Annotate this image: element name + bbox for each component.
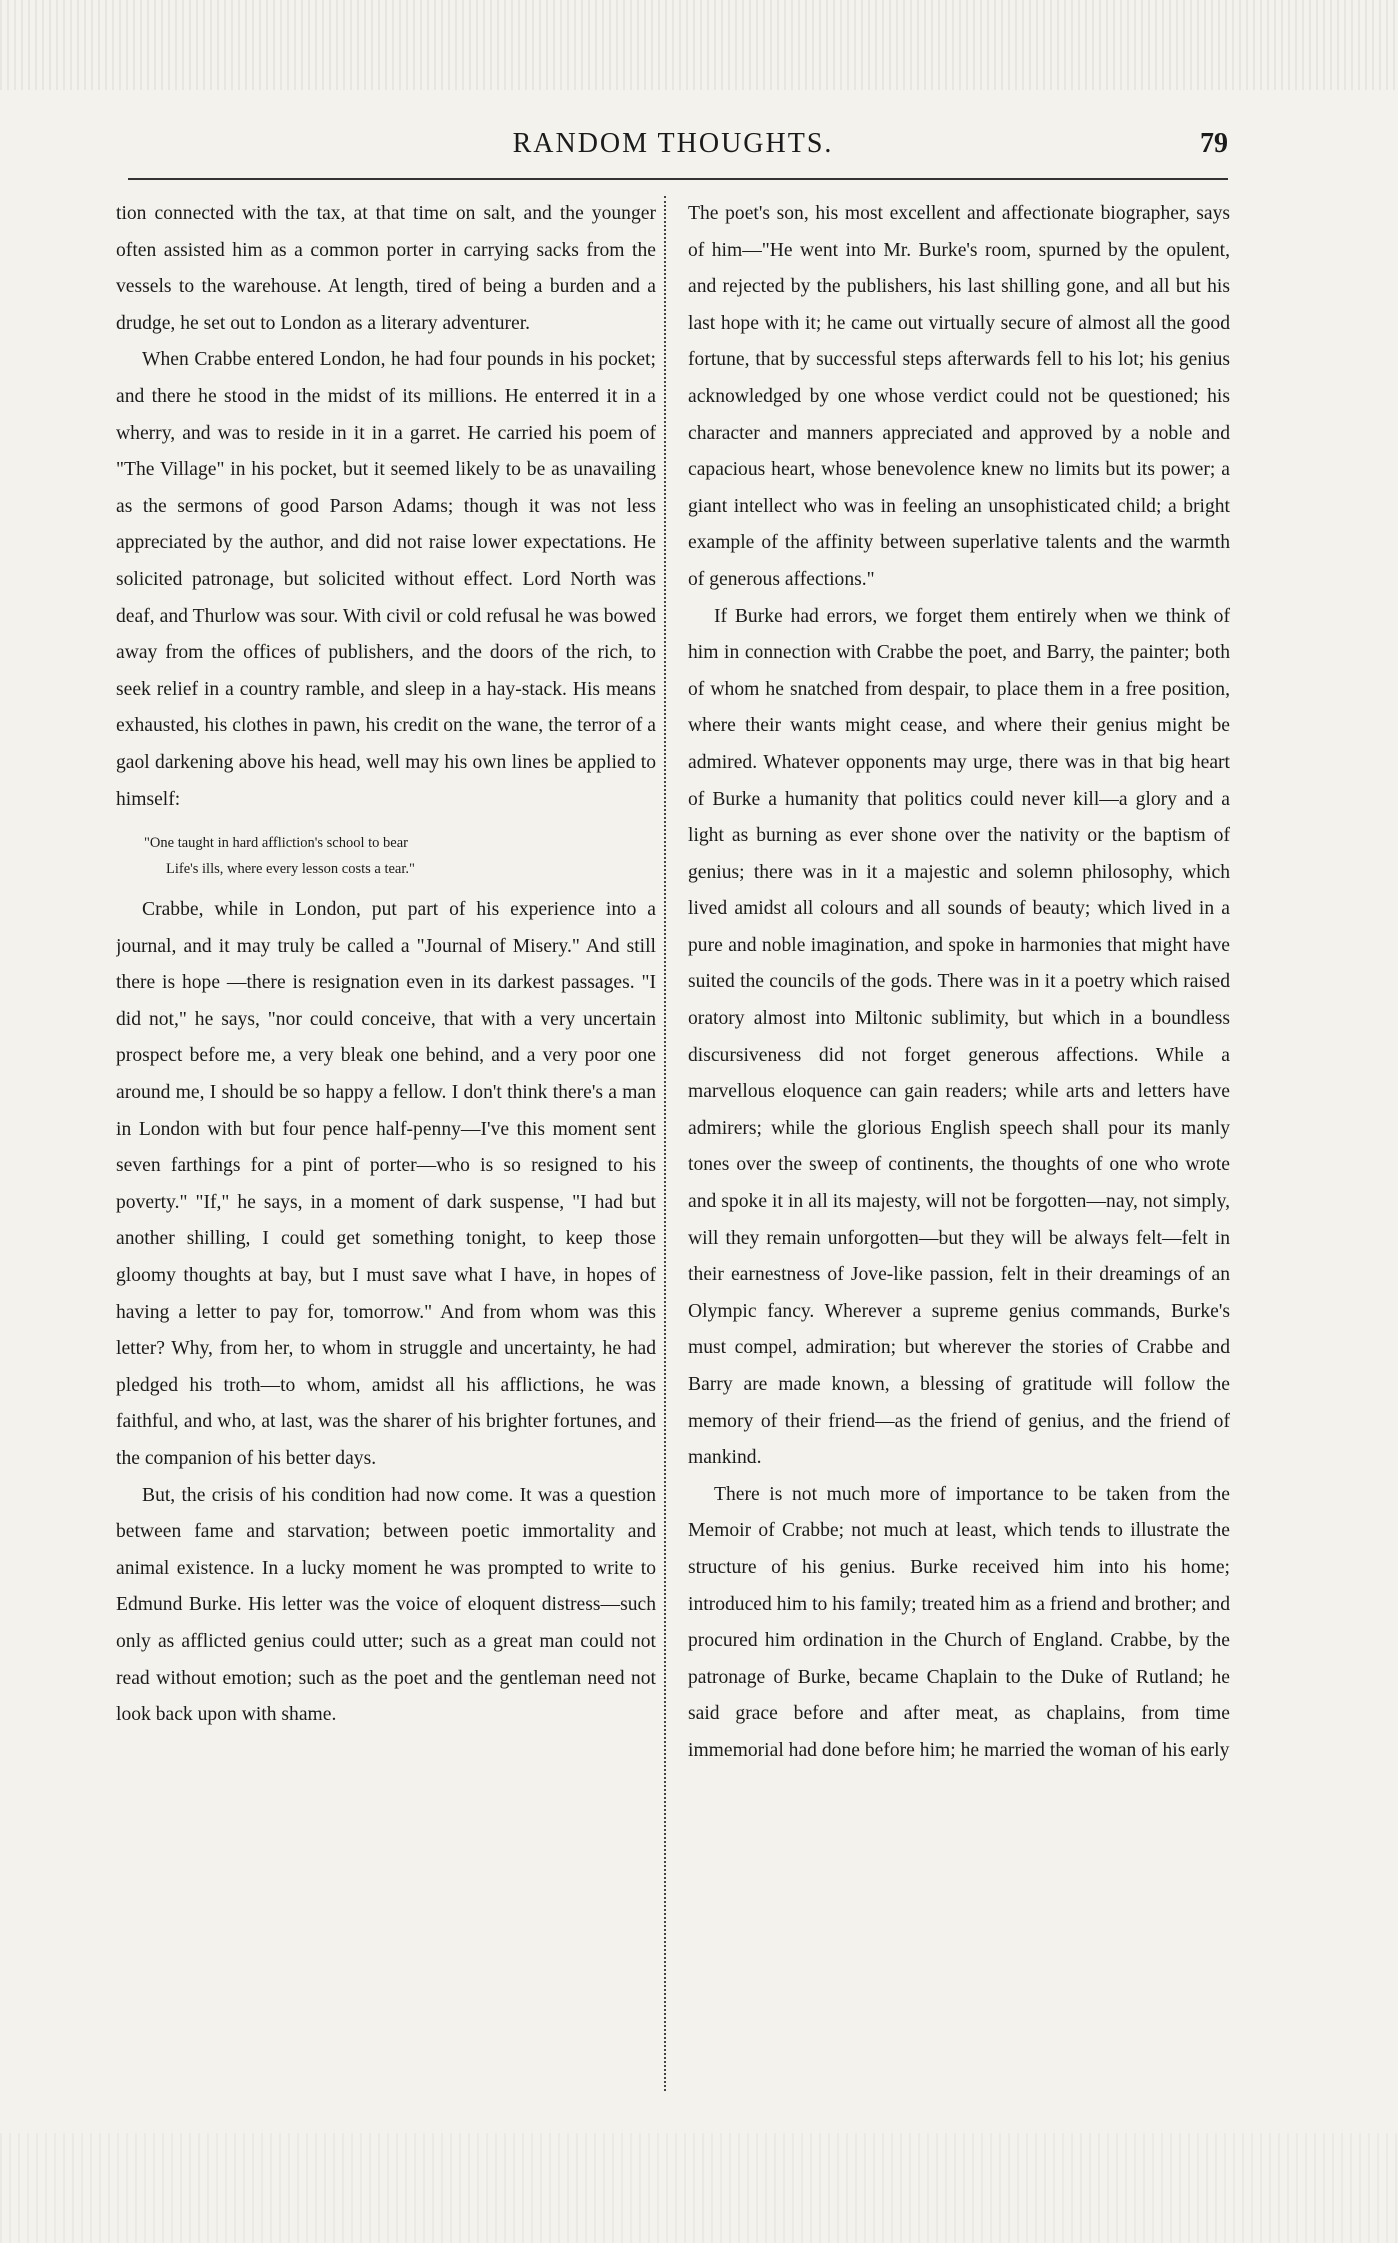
page-header (118, 118, 1228, 170)
right-column (688, 196, 1230, 2106)
paragraph: There is not much more of importance to be taken from the Memoir of Crabbe; not much at least, which tends to illustrate the structure of his genius. Burke received him into his home; introduced him to his family; treated him as a friend and brother; and procured him ordination in the Church of England. Crabbe, by the patronage of Burke, became Chaplain to the Duke of Rutland; he said grace before and after meat, as chaplains, from time immemorial had done before him; he married the woman of his early (688, 1483, 1230, 1761)
header-rule (128, 178, 1228, 180)
paragraph: When Crabbe entered London, he had four pounds in his pocket; and there he stood in the midst of its millions. He enterred it in a wherry, and was to reside in it in a garret. He carried his poem of "The Village" in his pocket, but it seemed likely to be as unavailing as the sermons of good Parson Adams; though it was not less appreciated by the author, and did not raise lower expectations. He solicited patronage, but solicited without effect. Lord North was deaf, and Thurlow was sour. With civil or cold refusal he was bowed away from the offices of publishers, and the doors of the rich, to seek relief in a country ramble, and sleep in a hay-stack. His means exhausted, his clothes in pawn, his credit on the wane, the terror of a gaol darkening above his head, well may his own lines be applied to himself: (116, 349, 656, 810)
running-head: RANDOM THOUGHTS. (512, 128, 834, 159)
page-number: 79 (1200, 128, 1228, 159)
paragraph: But, the crisis of his condition had now come. It was a question between fame and starvation; between poetic immortality and animal existence. In a lucky moment he was prompted to write to Edmund Burke. His letter was the voice of eloquent distress—such only as afflicted genius could utter; such as a great man could not read without emotion; such as the poet and the gentleman need not look back upon with shame. (116, 1484, 656, 1726)
paragraph: Crabbe, while in London, put part of his experience into a journal, and it may truly be called a "Journal of Misery." And still there is hope —there is resignation even in its darkest passages. "I did not," he says, "nor could conceive, that with a very uncertain prospect before me, a very bleak one behind, and a very poor one around me, I should be so happy a fellow. I don't think there's a man in London with but four pence half-penny—I've this moment sent seven farthings for a pint of porter—who is so resigned to his poverty." "If," he says, in a moment of dark suspense, "I had but another shilling, I could get something tonight, to keep those gloomy thoughts at bay, but I must save what I have, in hopes of having a letter to pay for, tomorrow." And from whom was this letter? Why, from her, to whom in struggle and uncertainty, he had pledged his troth—to whom, amidst all his afflictions, he was faithful, and who, at last, was the sharer of his brighter fortunes, and the companion of his better days. (116, 899, 656, 1469)
left-column (116, 196, 656, 2106)
scan-noise-bottom (0, 2133, 1398, 2243)
column-divider (664, 196, 666, 2091)
verse-quote (144, 830, 656, 882)
quote-line: Life's ills, where every lesson costs a tear." (166, 861, 415, 878)
paragraph: If Burke had errors, we forget them entirely when we think of him in connection with Crabbe the poet, and Barry, the painter; both of whom he snatched from despair, to place them in a free position, where their wants might cease, and where their genius might be admired. Whatever opponents may urge, there was in that big heart of Burke a humanity that politics could never kill—a glory and a light as burning as ever shone over the nativity or the baptism of genius; there was in it a majestic and solemn philosophy, which lived amidst all colours and all sounds of beauty; which lived in a pure and noble imagination, and spoke in harmonies that might have suited the councils of the gods. There was in it a poetry which raised oratory almost into Miltonic sublimity, but which in a boundless discursiveness did not forget generous affections. While a marvellous eloquence can gain readers; while arts and letters have admirers; while the glorious English speech shall pour its manly tones over the sweep of continents, the thoughts of one who wrote and spoke it in all its majesty, will not be forgotten—nay, not simply, will they remain unforgotten—but they will be always felt—felt in their earnestness of Jove-like passion, felt in their dreamings of an Olympic fancy. Wherever a supreme genius commands, Burke's must compel, admiration; but wherever the stories of Crabbe and Barry are made known, a blessing of gratitude will follow the memory of their friend—as the friend of genius, and the friend of mankind. (688, 605, 1230, 1469)
scan-noise-top (0, 0, 1398, 90)
paragraph: The poet's son, his most excellent and affectionate biographer, says of him—"He went into Mr. Burke's room, spurned by the opulent, and rejected by the publishers, his last shilling gone, and all but his last hope with it; he came out virtually secure of almost all the good fortune, that by successful steps afterwards fell to his lot; his genius acknowledged by one whose verdict could not be questioned; his character and manners appreciated and approved by a noble and capacious heart, whose benevolence knew no limits but its power; a giant intellect who was in feeling an unsophisticated child; a bright example of the affinity between superlative talents and the warmth of generous affections." (688, 203, 1230, 590)
paragraph: tion connected with the tax, at that time on salt, and the younger often assisted him as a common porter in carrying sacks from the vessels to the warehouse. At length, tired of being a burden and a drudge, he set out to London as a literary adventurer. (116, 203, 656, 334)
quote-line: "One taught in hard affliction's school to bear (144, 835, 408, 852)
